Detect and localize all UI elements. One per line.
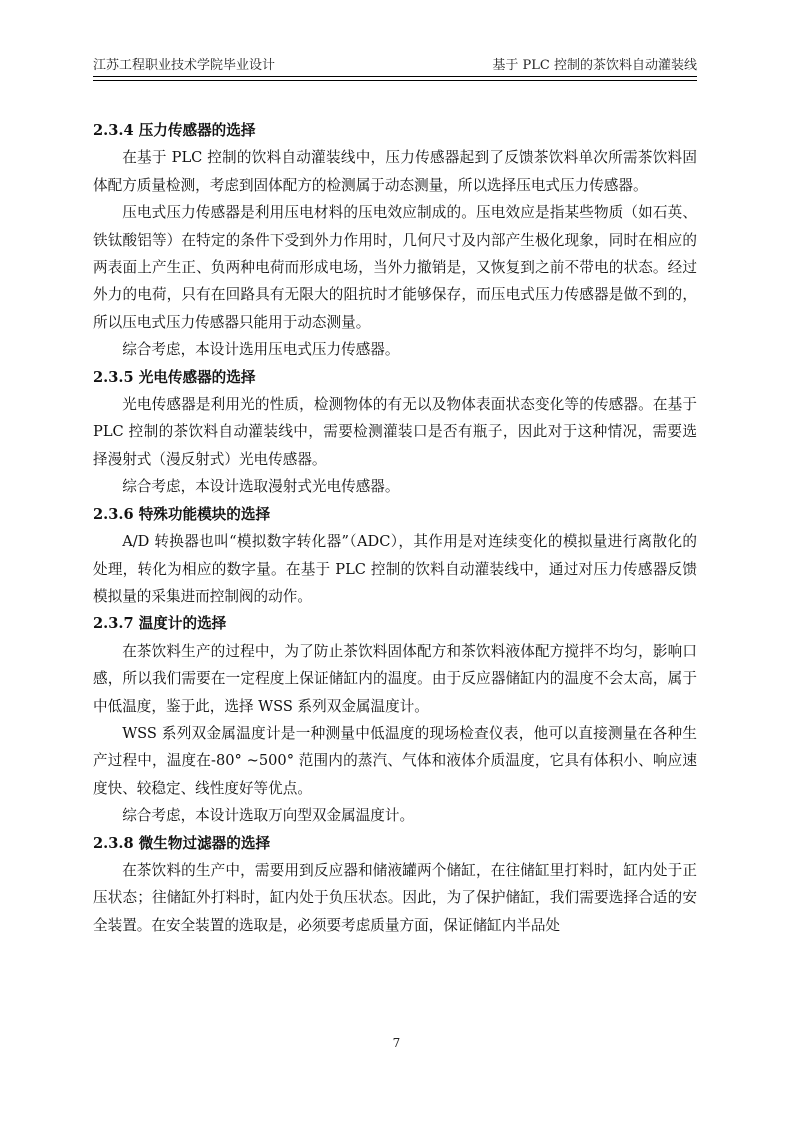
section-heading: 2.3.6 特殊功能模块的选择: [93, 505, 271, 523]
paragraph: 综合考虑，本设计选取万向型双金属温度计。: [122, 807, 415, 825]
paragraph: 光电传感器是利用光的性质，检测物体的有无以及物体表面状态变化等的传感器。在基于 PLC 控制的茶饮料自动灌装线中，需要检测灌装口是否有瓶子，因此对于这种情况，需要选择漫射式（漫反射式）光电传感器。: [93, 396, 697, 468]
section-heading: 2.3.4 压力传感器的选择: [93, 122, 256, 139]
section-heading: 2.3.7 温度计的选择: [93, 615, 227, 633]
paragraph: 综合考虑，本设计选用压电式压力传感器。: [122, 341, 400, 359]
page-header: [93, 56, 697, 76]
paragraph: 在茶饮料的生产中，需要用到反应器和储液罐两个储缸，在往储缸里打料时，缸内处于正压状态；往储缸外打料时，缸内处于负压状态。因此，为了保护储缸，我们需要选择合适的安全装置。在安全装置的选取是，必须要考虑质量方面，保证储缸内半品处: [93, 861, 697, 934]
section-heading: 2.3.5 光电传感器的选择: [93, 368, 256, 386]
paragraph: 压电式压力传感器是利用压电材料的压电效应制成的。压电效应是指某些物质（如石英、铁钛酸铝等）在特定的条件下受到外力作用时，几何尺寸及内部产生极化现象，同时在相应的两表面上产生正、负两种电荷而形成电场，当外力撤销是，又恢复到之前不带电的状态。经过外力的电荷，只有在回路具有无限大的阻抗时才能够保存，而压电式压力传感器是做不到的，所以压电式压力传感器只能用于动态测量。: [93, 204, 697, 331]
page-number: 7: [392, 1036, 401, 1050]
section-heading: 2.3.8 微生物过滤器的选择: [93, 834, 271, 852]
paragraph: WSS 系列双金属温度计是一种测量中低温度的现场检查仪表，他可以直接测量在各种生产过程中，温度在-80° ~500° 范围内的蒸汽、气体和液体介质温度，它具有体积小、响应速度快、较稳定、线性度好等优点。: [93, 724, 697, 797]
paragraph: A/D 转换器也叫“模拟数字转化器”（ADC），其作用是对连续变化的模拟量进行离散化的处理，转化为相应的数字量。在基于 PLC 控制的饮料自动灌装线中，通过对压力传感器反馈模拟量的采集进而控制阀的动作。: [93, 533, 697, 605]
paragraph: 在茶饮料生产的过程中，为了防止茶饮料固体配方和茶饮料液体配方搅拌不均匀，影响口感，所以我们需要在一定程度上保证储缸内的温度。由于反应器储缸内的温度不会太高，属于中低温度，鉴于此，选择 WSS 系列双金属温度计。: [93, 642, 697, 715]
paragraph: 在基于 PLC 控制的饮料自动灌装线中，压力传感器起到了反馈茶饮料单次所需茶饮料固体配方质量检测，考虑到固体配方的检测属于动态测量，所以选择压电式压力传感器。: [93, 149, 697, 194]
header-school: 江苏工程职业技术学院毕业设计: [93, 58, 276, 73]
header-rule: [93, 76, 697, 81]
page-body: [93, 117, 697, 939]
header-thesis-title: 基于 PLC 控制的茶饮料自动灌装线: [492, 58, 697, 73]
paragraph: 综合考虑，本设计选取漫射式光电传感器。: [122, 478, 400, 496]
